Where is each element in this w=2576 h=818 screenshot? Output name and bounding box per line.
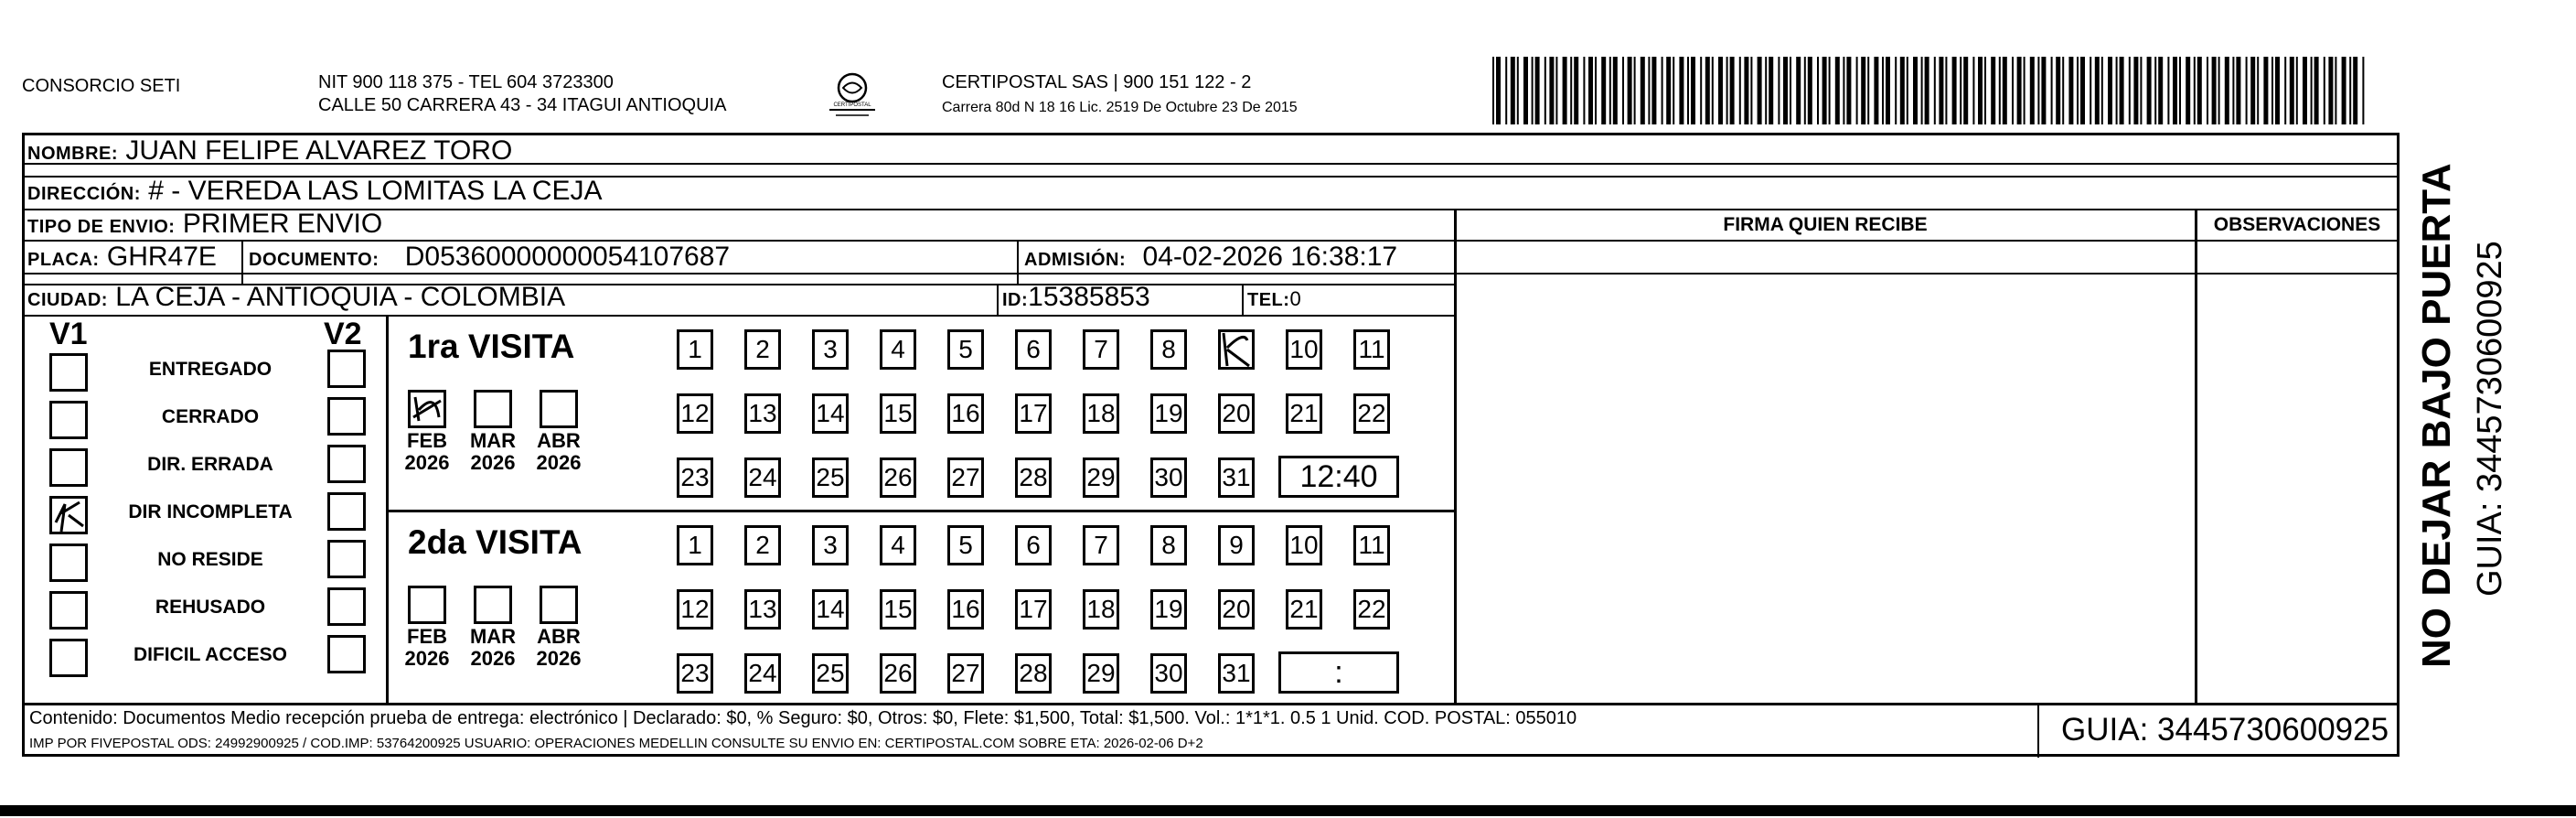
barcode-bar [2250, 57, 2255, 124]
placa-field: PLACA: GHR47E [27, 242, 217, 272]
month-label: FEB 2026 [404, 625, 450, 670]
barcode-bar [1673, 57, 1674, 124]
side-guia: GUIA: 3445730600925 [2471, 241, 2509, 597]
day-box[interactable]: 27 [947, 457, 984, 498]
documento-value: D05360000000054107687 [404, 242, 731, 272]
barcode-bar [1628, 57, 1632, 124]
barcode [1492, 57, 2368, 124]
barcode-bar [2311, 57, 2313, 124]
barcode-bar [1900, 57, 1905, 124]
barcode-bar [2232, 57, 2234, 124]
barcode-bar [2080, 57, 2085, 124]
barcode-bar [2041, 57, 2046, 124]
day-box[interactable]: 23 [677, 653, 713, 694]
month-label: ABR 2026 [536, 625, 582, 670]
day-box[interactable]: 25 [812, 653, 849, 694]
day-box[interactable]: 28 [1015, 653, 1052, 694]
barcode-bar [1609, 57, 1611, 124]
barcode-bar [2068, 57, 2073, 124]
barcode-bar [1945, 57, 1947, 124]
day-box[interactable]: 13 [744, 393, 781, 434]
month-label: FEB 2026 [404, 429, 450, 474]
print-info-line: IMP POR FIVEPOSTAL ODS: 24992900925 / COD.IMP: 53764200925 USUARIO: OPERACIONES MEDELLIN CONSULTE SU ENVIO EN: CERTIPOSTAL.COM SOBRE ETA: 2026-02-06 D+2 [29, 736, 1203, 751]
tipo-envio-value: PRIMER ENVIO [182, 209, 383, 239]
barcode-bar [1613, 57, 1618, 124]
day-box[interactable]: 13 [744, 589, 781, 630]
barcode-bar [1907, 57, 1908, 124]
month-checkbox[interactable] [408, 586, 446, 624]
barcode-bar [1750, 57, 1752, 124]
barcode-bar [1960, 57, 1961, 124]
status-label: REHUSADO [155, 597, 266, 618]
day-box[interactable]: 27 [947, 653, 984, 694]
day-box[interactable]: 11 [1353, 525, 1390, 565]
barcode-bar [1925, 57, 1929, 124]
day-box[interactable]: 22 [1353, 393, 1390, 434]
day-box[interactable]: 31 [1218, 653, 1255, 694]
day-box[interactable]: 12 [677, 393, 713, 434]
barcode-bar [1934, 57, 1936, 124]
barcode-bar [1687, 57, 1689, 124]
barcode-bar [1783, 57, 1788, 124]
direccion-value: # - VEREDA LAS LOMITAS LA CEJA [148, 176, 603, 206]
barcode-bar [2263, 57, 2268, 124]
day-box[interactable]: 3 [812, 329, 849, 370]
direccion-field: DIRECCIÓN: # - VEREDA LAS LOMITAS LA CEJA [27, 176, 603, 206]
barcode-bar [1913, 57, 1918, 124]
barcode-bar [2271, 57, 2273, 124]
day-box[interactable]: 21 [1286, 589, 1322, 630]
day-box[interactable]: 5 [947, 525, 984, 565]
day-box[interactable]: 15 [880, 393, 916, 434]
barcode-bar [1963, 57, 1968, 124]
month-label: MAR 2026 [469, 429, 517, 474]
visit-title: 1ra VISITA [408, 328, 575, 365]
day-box[interactable]: 19 [1150, 589, 1187, 630]
barcode-bar [1769, 57, 1773, 124]
barcode-bar [1700, 57, 1702, 124]
time-box[interactable]: : [1278, 651, 1399, 694]
day-box[interactable]: 4 [880, 525, 916, 565]
v2-checkbox[interactable] [327, 587, 366, 626]
v2-checkbox[interactable] [327, 350, 366, 388]
barcode-bar [2003, 57, 2007, 124]
barcode-bar [1952, 57, 1957, 124]
barcode-bar [2167, 57, 2169, 124]
license-line: Carrera 80d N 18 16 Lic. 2519 De Octubre 23 De 2015 [942, 100, 1298, 115]
barcode-bar [2051, 57, 2053, 124]
month-checkbox[interactable] [540, 390, 578, 428]
day-box[interactable]: 2 [744, 329, 781, 370]
id-field: ID:15385853 [1002, 282, 1150, 312]
barcode-bar [1570, 57, 1572, 124]
documento-field: DOCUMENTO: D05360000000054107687 [249, 242, 731, 272]
day-box[interactable]: 4 [880, 329, 916, 370]
day-box[interactable]: 14 [812, 589, 849, 630]
barcode-bar [1505, 57, 1507, 124]
day-box[interactable]: 20 [1218, 393, 1255, 434]
v2-checkbox[interactable] [327, 540, 366, 578]
barcode-bar [1563, 57, 1567, 124]
barcode-bar [1595, 57, 1597, 124]
barcode-bar [2116, 57, 2118, 124]
barcode-bar [1744, 57, 1748, 124]
month-checkbox[interactable] [474, 586, 512, 624]
status-label: CERRADO [161, 406, 260, 427]
v1-checkbox[interactable] [49, 544, 88, 582]
visit-title: 2da VISITA [408, 523, 583, 561]
guia-number: GUIA: 3445730600925 [2061, 712, 2389, 748]
day-box[interactable]: 28 [1015, 457, 1052, 498]
day-box[interactable]: 8 [1150, 525, 1187, 565]
barcode-bar [1886, 57, 1890, 124]
barcode-bar [2290, 57, 2294, 124]
barcode-bar [1679, 57, 1683, 124]
barcode-bar [1972, 57, 1974, 124]
day-box[interactable]: 6 [1015, 525, 1052, 565]
barcode-bar [2179, 57, 2181, 124]
barcode-bar [2101, 57, 2103, 124]
barcode-bar [1867, 57, 1869, 124]
barcode-bar [1641, 57, 1645, 124]
barcode-bar [1666, 57, 1671, 124]
day-box[interactable]: 24 [744, 653, 781, 694]
barcode-bar [2056, 57, 2060, 124]
day-box[interactable] [1218, 329, 1255, 370]
barcode-bar [1511, 57, 1515, 124]
barcode-bar [2314, 57, 2319, 124]
barcode-bar [2024, 57, 2026, 124]
month-label: ABR 2026 [536, 429, 582, 474]
company-name: CONSORCIO SETI [22, 76, 181, 96]
time-box[interactable]: 12:40 [1278, 456, 1399, 498]
month-checkbox[interactable] [408, 390, 446, 428]
day-box[interactable]: 31 [1218, 457, 1255, 498]
contents-line: Contenido: Documentos Medio recepción prueba de entrega: electrónico | Declarado: $0, % Seguro: $0, Otros: $0, Flete: $1,500, Total: $1,500. Vol.: 1*1*1. 0.5 1 Unid. COD. POSTAL: 055010 [29, 708, 1577, 728]
placa-value: GHR47E [106, 242, 217, 272]
barcode-bar [2257, 57, 2259, 124]
barcode-bar [2296, 57, 2298, 124]
v2-checkbox[interactable] [327, 445, 366, 483]
day-box[interactable]: 8 [1150, 329, 1187, 370]
barcode-bar [2017, 57, 2022, 124]
day-box[interactable]: 1 [677, 525, 713, 565]
v1-checkbox[interactable] [49, 401, 88, 439]
barcode-bar [1991, 57, 1995, 124]
barcode-bar [1492, 57, 1494, 124]
firma-header: FIRMA QUIEN RECIBE [1723, 214, 1928, 235]
barcode-bar [1712, 57, 1714, 124]
barcode-bar [1765, 57, 1767, 124]
barcode-bar [1532, 57, 1534, 124]
ciudad-field: CIUDAD: LA CEJA - ANTIOQUIA - COLOMBIA [27, 282, 566, 312]
barcode-bar [1835, 57, 1840, 124]
barcode-bar [2133, 57, 2138, 124]
barcode-bar [1496, 57, 1501, 124]
barcode-bar [1939, 57, 1943, 124]
day-box[interactable]: 20 [1218, 589, 1255, 630]
barcode-bar [2077, 57, 2079, 124]
barcode-bar [2173, 57, 2177, 124]
barcode-bar [2108, 57, 2112, 124]
barcode-bar [1574, 57, 1578, 124]
status-label: DIR. ERRADA [147, 454, 273, 475]
day-box[interactable]: 3 [812, 525, 849, 565]
barcode-bar [1634, 57, 1636, 124]
day-box[interactable]: 15 [880, 589, 916, 630]
barcode-bar [2012, 57, 2014, 124]
day-box[interactable]: 18 [1083, 589, 1119, 630]
day-box[interactable]: 24 [744, 457, 781, 498]
day-box[interactable]: 1 [677, 329, 713, 370]
month-label: MAR 2026 [469, 625, 517, 670]
barcode-bar [2186, 57, 2190, 124]
barcode-bar [1651, 57, 1656, 124]
barcode-bar [1874, 57, 1878, 124]
day-box[interactable]: 10 [1286, 329, 1322, 370]
day-box[interactable]: 17 [1015, 393, 1052, 434]
barcode-bar [1730, 57, 1735, 124]
nit-line: NIT 900 118 375 - TEL 604 3723300 [318, 72, 614, 92]
day-box[interactable]: 16 [947, 589, 984, 630]
v1-checkbox[interactable] [49, 639, 88, 677]
barcode-bar [2335, 57, 2336, 124]
barcode-bar [1978, 57, 1983, 124]
barcode-bar [1588, 57, 1593, 124]
day-box[interactable]: 25 [812, 457, 849, 498]
day-box[interactable]: 6 [1015, 329, 1052, 370]
admision-field: ADMISIÓN: 04-02-2026 16:38:17 [1024, 242, 1398, 272]
barcode-bar [1758, 57, 1762, 124]
day-box[interactable]: 5 [947, 329, 984, 370]
barcode-bar [2284, 57, 2286, 124]
v2-checkbox[interactable] [327, 397, 366, 436]
barcode-bar [1817, 57, 1819, 124]
day-box[interactable]: 30 [1150, 653, 1187, 694]
day-box[interactable]: 30 [1150, 457, 1187, 498]
barcode-bar [2246, 57, 2248, 124]
admision-value: 04-02-2026 16:38:17 [1142, 242, 1398, 272]
v1-checkbox[interactable] [49, 496, 88, 534]
barcode-bar [1984, 57, 1986, 124]
barcode-bar [2154, 57, 2156, 124]
barcode-bar [1804, 57, 1806, 124]
status-label: ENTREGADO [148, 359, 273, 380]
nombre-field: NOMBRE: JUAN FELIPE ALVAREZ TORO [27, 135, 513, 166]
id-value: 15385853 [1028, 282, 1150, 312]
day-box[interactable]: 11 [1353, 329, 1390, 370]
barcode-bar [2236, 57, 2240, 124]
day-box[interactable]: 7 [1083, 329, 1119, 370]
barcode-bar [1790, 57, 1791, 124]
barcode-bar [1895, 57, 1897, 124]
day-box[interactable]: 7 [1083, 525, 1119, 565]
barcode-bar [1691, 57, 1695, 124]
barcode-bar [2095, 57, 2100, 124]
barcode-bar [2207, 57, 2208, 124]
barcode-bar [1856, 57, 1858, 124]
barcode-bar [2062, 57, 2064, 124]
certipostal-logo [825, 70, 880, 119]
barcode-bar [1549, 57, 1554, 124]
barcode-bar [2324, 57, 2325, 124]
address-line: CALLE 50 CARRERA 43 - 34 ITAGUI ANTIOQUIA [318, 95, 727, 115]
barcode-bar [1778, 57, 1780, 124]
barcode-bar [2212, 57, 2217, 124]
barcode-bar [1726, 57, 1728, 124]
barcode-bar [1843, 57, 1844, 124]
barcode-bar [1861, 57, 1865, 124]
day-box[interactable]: 14 [812, 393, 849, 434]
barcode-bar [1718, 57, 1723, 124]
barcode-bar [2140, 57, 2142, 124]
v1-checkbox[interactable] [49, 448, 88, 487]
barcode-bar [2037, 57, 2039, 124]
v2-checkbox[interactable] [327, 492, 366, 531]
barcode-bar [2030, 57, 2035, 124]
tel-field: TEL:0 [1247, 287, 1301, 310]
barcode-bar [2353, 57, 2357, 124]
barcode-bar [1846, 57, 1851, 124]
day-box[interactable]: 22 [1353, 589, 1390, 630]
day-box[interactable]: 21 [1286, 393, 1322, 434]
day-box[interactable]: 10 [1286, 525, 1322, 565]
barcode-bar [1583, 57, 1585, 124]
day-box[interactable]: 9 [1218, 525, 1255, 565]
logo-text: CERTIPOSTAL [833, 102, 871, 108]
day-box[interactable]: 18 [1083, 393, 1119, 434]
v1-checkbox[interactable] [49, 591, 88, 630]
barcode-bar [2349, 57, 2351, 124]
status-label: NO RESIDE [157, 549, 263, 570]
barcode-bar [1796, 57, 1801, 124]
ciudad-value: LA CEJA - ANTIOQUIA - COLOMBIA [115, 282, 566, 312]
barcode-bar [1662, 57, 1663, 124]
observaciones-header: OBSERVACIONES [2213, 214, 2381, 235]
barcode-bar [2120, 57, 2124, 124]
side-warning: NO DEJAR BAJO PUERTA [2414, 163, 2459, 668]
barcode-bar [1648, 57, 1650, 124]
day-box[interactable]: 23 [677, 457, 713, 498]
nombre-value: JUAN FELIPE ALVAREZ TORO [125, 135, 513, 166]
day-box[interactable]: 12 [677, 589, 713, 630]
month-checkbox[interactable] [540, 586, 578, 624]
day-box[interactable]: 2 [744, 525, 781, 565]
barcode-bar [1705, 57, 1710, 124]
barcode-bar [2362, 57, 2364, 124]
barcode-bar [2342, 57, 2346, 124]
carrier-line: CERTIPOSTAL SAS | 900 151 122 - 2 [942, 72, 1252, 92]
tipo-envio-field: TIPO DE ENVIO: PRIMER ENVIO [27, 209, 383, 239]
barcode-bar [2129, 57, 2131, 124]
barcode-bar [2194, 57, 2196, 124]
month-checkbox[interactable] [474, 390, 512, 428]
barcode-bar [2090, 57, 2091, 124]
barcode-bar [1882, 57, 1884, 124]
v2-checkbox[interactable] [327, 635, 366, 673]
barcode-bar [2225, 57, 2229, 124]
tel-value: 0 [1289, 287, 1301, 310]
barcode-bar [1545, 57, 1546, 124]
barcode-bar [2147, 57, 2152, 124]
barcode-bar [1999, 57, 2001, 124]
day-box[interactable]: 26 [880, 653, 916, 694]
barcode-bar [1535, 57, 1540, 124]
barcode-bar [1829, 57, 1831, 124]
v1-checkbox[interactable] [49, 353, 88, 392]
day-box[interactable]: 29 [1083, 457, 1119, 498]
barcode-bar [1808, 57, 1812, 124]
barcode-bar [1921, 57, 1923, 124]
day-box[interactable]: 29 [1083, 653, 1119, 694]
status-label: DIFICIL ACCESO [133, 644, 287, 665]
barcode-bar [1622, 57, 1624, 124]
day-box[interactable]: 16 [947, 393, 984, 434]
day-box[interactable]: 19 [1150, 393, 1187, 434]
barcode-bar [1601, 57, 1606, 124]
day-box[interactable]: 26 [880, 457, 916, 498]
barcode-bar [2303, 57, 2307, 124]
barcode-bar [1822, 57, 1827, 124]
barcode-bar [2218, 57, 2220, 124]
v2-header: V2 [324, 317, 362, 351]
barcode-bar [1523, 57, 1528, 124]
barcode-bar [1739, 57, 1741, 124]
barcode-bar [2197, 57, 2202, 124]
v1-header: V1 [49, 317, 88, 351]
barcode-bar [1555, 57, 1557, 124]
barcode-bar [2158, 57, 2163, 124]
day-box[interactable]: 17 [1015, 589, 1052, 630]
barcode-bar [2275, 57, 2280, 124]
bottom-bar [0, 805, 2576, 816]
status-label: DIR INCOMPLETA [128, 501, 293, 522]
barcode-bar [2328, 57, 2333, 124]
barcode-bar [1517, 57, 1519, 124]
